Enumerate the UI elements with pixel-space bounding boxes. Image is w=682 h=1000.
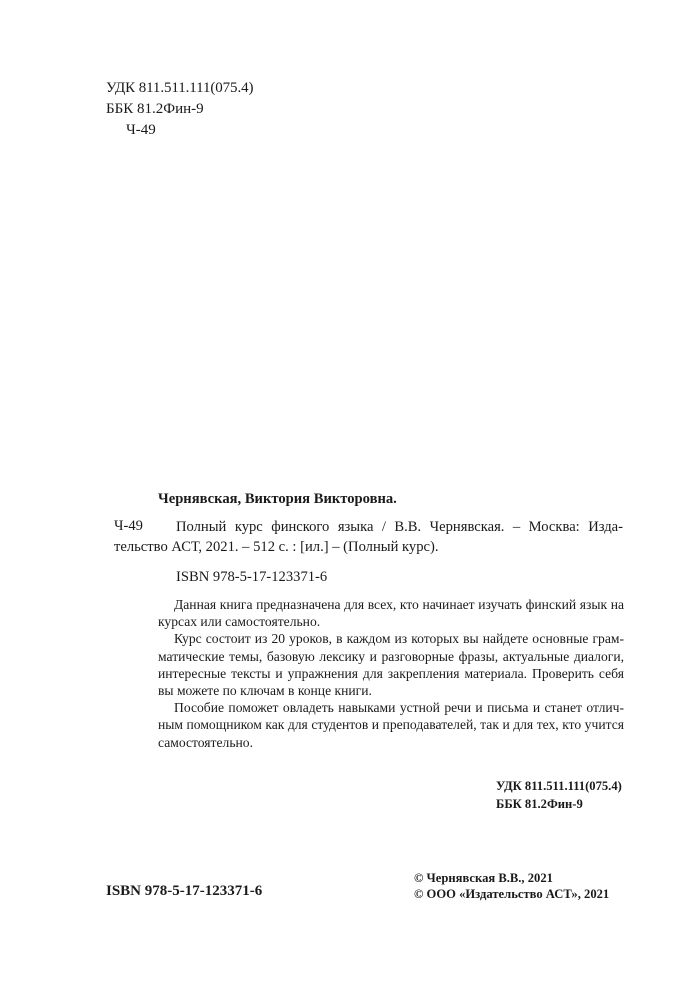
copyright-publisher: © ООО «Издательство АСТ», 2021 (414, 887, 610, 901)
annotation-line: Пособие поможет овладеть навыками устной речи и письма и станет отлич- (174, 700, 624, 716)
annotation-paragraph-1 (158, 596, 624, 630)
annotation-line: матические темы, базовую лексику и разговорные фразы, актуальные диалоги, (158, 648, 624, 664)
biblio-line-2: тельство АСТ, 2021. – 512 с. : [ил.] – (Полный курс). (114, 538, 439, 555)
card-bibliographic-description (114, 518, 623, 557)
footer-isbn: ISBN 978-5-17-123371-6 (106, 883, 263, 899)
copyright-author: © Чернявская В.В., 2021 (414, 871, 553, 885)
card-isbn: ISBN 978-5-17-123371-6 (176, 569, 328, 585)
header-udk: УДК 811.511.111(075.4) (106, 80, 254, 96)
annotation-line: вы можете по ключам в конце книги. (158, 683, 372, 699)
classification-bbk: ББК 81.2Фин-9 (496, 797, 583, 811)
annotation (158, 596, 624, 751)
header-bbk: ББК 81.2Фин-9 (106, 101, 204, 117)
biblio-line-1: Полный курс финского языка / В.В. Чернявская. – Москва: Изда- (176, 519, 623, 535)
annotation-paragraph-2 (158, 630, 624, 699)
annotation-paragraph-3 (158, 699, 624, 751)
annotation-line: курсах или самостоятельно. (158, 614, 321, 630)
card-author-code: Ч-49 (114, 518, 143, 534)
annotation-line: ным помощником как для студентов и преподавателей, так и для тех, кто учится (158, 717, 624, 733)
annotation-line: самостоятельно. (158, 734, 253, 750)
classification-udk: УДК 811.511.111(075.4) (496, 779, 622, 793)
card-author: Чернявская, Виктория Викторовна. (158, 491, 397, 507)
header-author-code: Ч-49 (126, 122, 156, 138)
annotation-line: Курс состоит из 20 уроков, в каждом из которых вы найдете основные грам- (174, 631, 624, 647)
annotation-line: интересные тексты и упражнения для закрепления материала. Проверить себя (158, 665, 624, 681)
annotation-line: Данная книга предназначена для всех, кто начинает изучать финский язык на (174, 597, 624, 612)
